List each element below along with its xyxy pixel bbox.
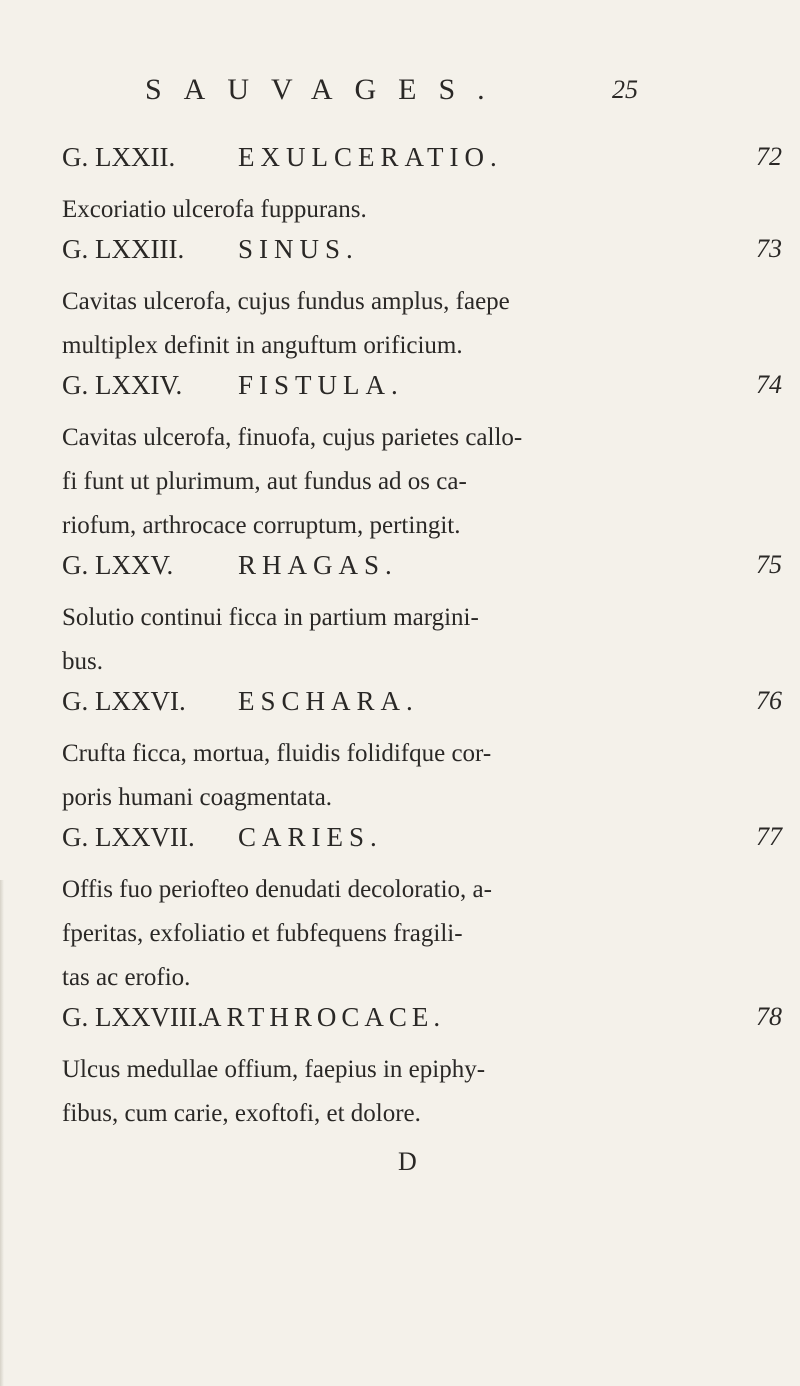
page-edge-shadow [0,880,4,1386]
genus-term: RHAGAS. [238,550,398,580]
entry-heading [62,822,782,868]
definition-line: multiplex definit in anguftum orificium. [62,332,463,359]
definition-line: Solutio continui ficca in partium margini- [62,604,479,631]
definition-line: Excoriatio ulcerofa fuppurans. [62,196,367,223]
entry-sinus [62,234,782,368]
entry-number: 78 [756,1002,782,1031]
entry-heading [62,370,782,416]
entry-heading [62,142,782,188]
genus-label: G. LXXVI. [62,686,186,716]
definition-line: fibus, cum carie, exoftofi, et dolore. [62,1100,421,1127]
genus-label: G. LXXV. [62,550,174,580]
genus-label: G. LXXVIII. [62,1002,204,1032]
definition-line: fperitas, exfoliatio et fubfequens fragili- [62,920,463,947]
entry-heading [62,550,782,596]
definition-line: fi funt ut plurimum, aut fundus ad os ca- [62,468,467,495]
page-number: 25 [612,75,638,104]
entry-caries [62,822,782,1000]
entry-number: 76 [756,686,782,715]
entry-heading [62,1002,782,1048]
entry-number: 73 [756,234,782,263]
definition-line: tas ac erofio. [62,964,191,991]
running-head: SAUVAGES. [145,73,507,106]
entry-fistula [62,370,782,548]
entry-number: 72 [756,142,782,171]
definition-line: poris humani coagmentata. [62,784,333,811]
genus-term: EXULCERATIO. [238,142,503,172]
signature-mark: D [398,1147,417,1176]
definition-line: Offis fuo periofteo denudati decoloratio, a- [62,876,492,903]
genus-label: G. LXXIV. [62,370,183,400]
genus-term: ARTHROCACE. [202,1002,446,1032]
genus-label: G. LXXII. [62,142,176,172]
genus-label: G. LXXIII. [62,234,185,264]
genus-term: FISTULA. [238,370,404,400]
genus-label: G. LXXVII. [62,822,195,852]
definition-line: riofum, arthrocace corruptum, pertingit. [62,512,461,539]
entry-rhagas [62,550,782,684]
definition-line: bus. [62,648,103,675]
entry-number: 77 [756,822,782,851]
definition-line: Cavitas ulcerofa, finuofa, cujus parietes callo- [62,424,523,451]
entry-eschara [62,686,782,820]
genus-term: CARIES. [238,822,383,852]
entry-number: 75 [756,550,782,579]
definition-line: Cavitas ulcerofa, cujus fundus amplus, faepe [62,288,510,315]
genus-term: SINUS. [238,234,359,264]
entry-arthrocace [62,1002,782,1136]
genus-term: ESCHARA. [238,686,419,716]
definition-line: Ulcus medullae offium, faepius in epiphy- [62,1056,486,1083]
definition-line: Crufta ficca, mortua, fluidis folidifque cor- [62,740,492,767]
entry-heading [62,234,782,280]
entry-heading [62,686,782,732]
entry-number: 74 [756,370,782,399]
entry-exulceratio [62,142,782,232]
